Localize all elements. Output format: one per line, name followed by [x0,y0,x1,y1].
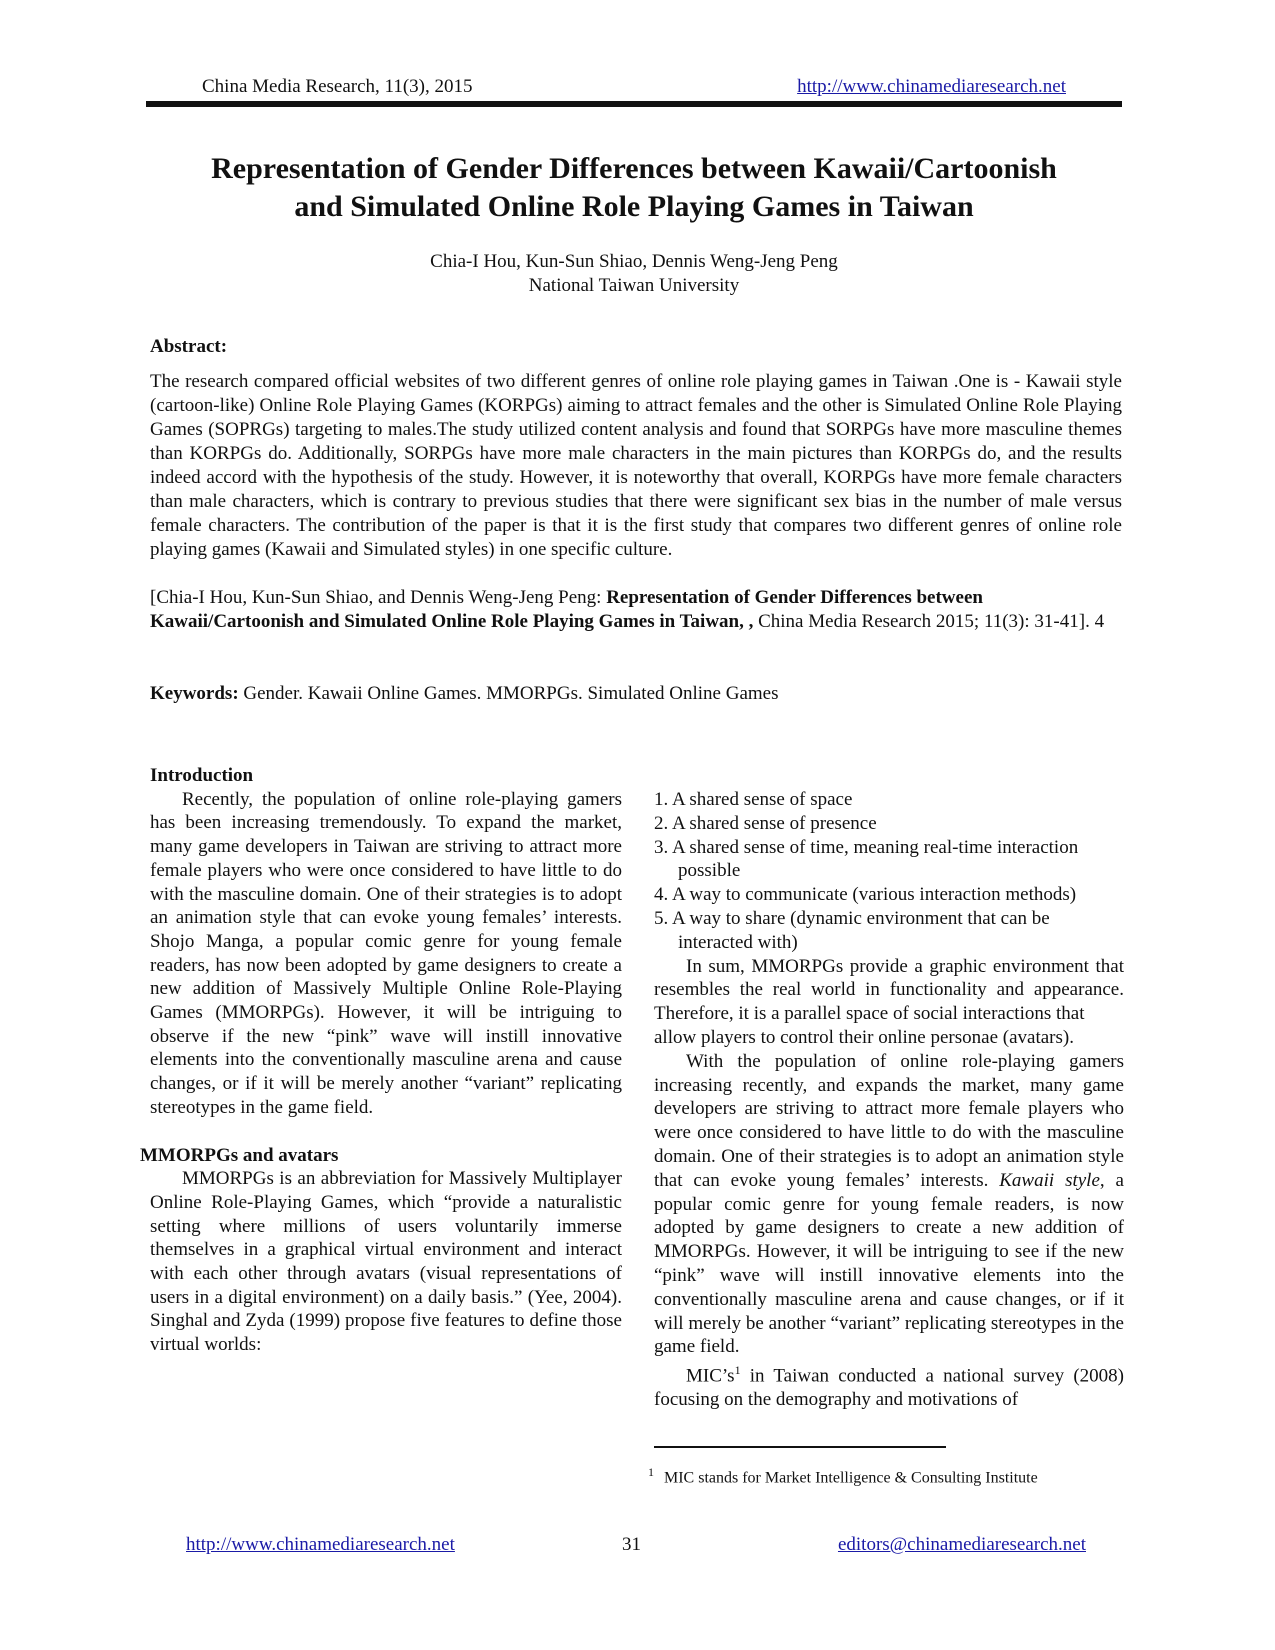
author-names: Chia-I Hou, Kun-Sun Shiao, Dennis Weng-Jeng Peng [430,251,838,272]
keywords [150,682,1122,706]
journal-url-link[interactable]: http://www.chinamediaresearch.net [797,76,1066,97]
footnote-rule [654,1446,946,1448]
kawaii-text-start: With the population of online role-playing gamers increasing recently, and expands the market, many game developers are striving to attract more female players who were once considered to have little to do with the masculine domain. One of their strategies is to adopt an animation style that can evoke young females’ interests. [654,1050,1124,1191]
summary-paragraph: In sum, MMORPGs provide a graphic environment that resembles the real world in functionality and appearance. Therefore, it is a parallel space of social interactions that [654,955,1124,1025]
title-line-1: Representation of Gender Differences between Kawaii/Cartoonish [211,152,1057,185]
citation-suffix: China Media Research 2015; 11(3): 31-41]. 4 [753,611,1105,632]
summary-paragraph-end: allow players to control their online personae (avatars). [654,1026,1074,1048]
keywords-text: Gender. Kawaii Online Games. MMORPGs. Simulated Online Games [238,683,779,704]
abstract-text: The research compared official websites of two different genres of online role playing games in Taiwan .One is - Kawaii style (cartoon-like) Online Role Playing Games (KORPGs) aiming to attract females and the other is Simulated Online Role Playing Games (SOPRGs) targeting to males.The study utilized content analysis and found that SORPGs have more masculine themes than KORPGs do. Additionally, SORPGs have more male characters in the main pictures than KORPGs do, and the results indeed accord with the hypothesis of the study. However, it is noteworthy that overall, KORPGs have more female characters than male characters, which is contrary to previous studies that there were significant sex bias in the number of male versus female characters. The contribution of the paper is that it is the first study that compares two different genres of online role playing games (Kawaii and Simulated styles) in one specific culture. [150,371,1122,560]
author-block [146,250,1122,298]
list-item: 4. A way to communicate (various interaction methods) [654,884,1077,906]
footer-email-link[interactable]: editors@chinamediaresearch.net [837,1534,1086,1555]
footnote-text: MIC stands for Market Intelligence & Consulting Institute [664,1469,1038,1487]
left-column [140,764,622,1357]
feature-list [654,788,1124,955]
citation-prefix: [Chia-I Hou, Kun-Sun Shiao, and Dennis Weng-Jeng Peng: [150,587,607,608]
page-footer [186,1534,1086,1558]
footnote-reference[interactable]: 1 [734,1363,741,1378]
mic-text-start: MIC’s [686,1365,735,1387]
footnote-number: 1 [648,1465,654,1479]
kawaii-style-term: Kawaii style [999,1169,1100,1191]
citation [150,586,1122,634]
section-gap [150,1120,622,1144]
affiliation: National Taiwan University [528,275,740,296]
page-number: 31 [622,1534,641,1555]
title-line-2: and Simulated Online Role Playing Games in Taiwan [294,190,974,223]
mmorpgs-heading: MMORPGs and avatars [140,1144,339,1166]
list-item: 3. A shared sense of time, meaning real-time interaction possible [654,836,1079,882]
paper-title [146,150,1122,226]
abstract-heading: Abstract: [150,336,228,357]
kawaii-paragraph [654,1050,1124,1359]
footnote [648,1462,1128,1488]
journal-name: China Media Research, 11(3), 2015 [202,76,473,97]
mmorpgs-text: MMORPGs is an abbreviation for Massively Multiplayer Online Role-Playing Games, which “provide a naturalistic setting where millions of users voluntarily immerse themselves in a graphical virtual environment and interact with each other through avatars (visual representations of users in a digital environment) on a daily basis.” (Yee, 2004). Singhal and Zyda (1999) propose five features to define those virtual worlds: [150,1168,622,1356]
introduction-heading: Introduction [150,765,254,786]
footer-url-link[interactable]: http://www.chinamediaresearch.net [186,1534,455,1555]
list-item: 5. A way to share (dynamic environment that can be interacted with) [654,907,1050,953]
introduction-text: Recently, the population of online role-playing gamers has been increasing tremendously. To expand the market, many game developers in Taiwan are striving to attract more female players who were once considered to have little to do with the masculine domain. One of their strategies is to adopt an animation style that can evoke young females’ interests. Shojo Manga, a popular comic genre for young female readers, has now been adopted by game designers to create a new addition of Massively Multiple Online Role-Playing Games (MMORPGs). However, it will be intriguing to observe if the new “pink” wave will instill innovative elements into the conventionally masculine arena and cause changes, or if it will be merely another “variant” replicating stereotypes in the game field. [150,788,622,1118]
running-header [146,76,1122,100]
right-column [654,788,1124,1412]
mic-paragraph [654,1359,1124,1412]
keywords-label: Keywords: [150,683,239,704]
header-rule [146,101,1122,107]
list-item: 2. A shared sense of presence [654,812,877,834]
citation-title: Representation of Gender Differences between Kawaii/Cartoonish and Simulated Online Role Playing Games in Taiwan, , [150,587,983,632]
mic-text-end: in Taiwan conducted a national survey (2008) focusing on the demography and motivations of [654,1365,1124,1411]
list-item: 1. A shared sense of space [654,789,853,810]
kawaii-text-end: , a popular comic genre for young female readers, is now adopted by game designers to create a new addition of MMORPGs. However, it will be intriguing to see if the new “pink” wave will instill innovative elements into the conventionally masculine arena and cause changes, or if it will merely be another “variant” replicating stereotypes in the game field. [654,1169,1124,1358]
